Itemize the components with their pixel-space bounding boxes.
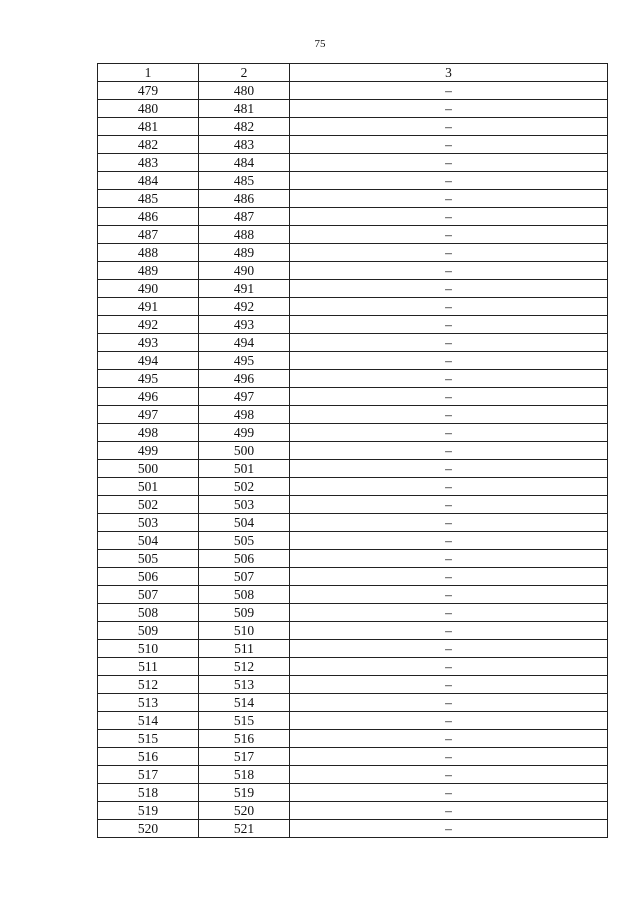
table-cell-col2: 504 (199, 514, 290, 532)
table-cell-col2: 491 (199, 280, 290, 298)
table-header (98, 64, 608, 82)
table-cell-col2: 513 (199, 676, 290, 694)
table-body (98, 82, 608, 838)
table-cell-col3: – (290, 100, 608, 118)
table-cell-col2: 481 (199, 100, 290, 118)
table-cell-col1: 497 (98, 406, 199, 424)
table-cell-col3: – (290, 244, 608, 262)
table-cell-col1: 481 (98, 118, 199, 136)
table-cell-col1: 491 (98, 298, 199, 316)
table-cell-col2: 495 (199, 352, 290, 370)
column-header-3: 3 (290, 64, 608, 82)
table-cell-col2: 516 (199, 730, 290, 748)
table-cell-col3: – (290, 694, 608, 712)
table-cell-col2: 499 (199, 424, 290, 442)
table-cell-col2: 490 (199, 262, 290, 280)
table-cell-col1: 515 (98, 730, 199, 748)
table-cell-col1: 495 (98, 370, 199, 388)
table-row (98, 244, 608, 262)
table-cell-col3: – (290, 370, 608, 388)
table-cell-col1: 498 (98, 424, 199, 442)
column-header-1: 1 (98, 64, 199, 82)
table-row (98, 730, 608, 748)
table-row (98, 550, 608, 568)
table-row (98, 568, 608, 586)
table-cell-col2: 486 (199, 190, 290, 208)
table-row (98, 262, 608, 280)
table-row (98, 604, 608, 622)
table-cell-col2: 503 (199, 496, 290, 514)
table-cell-col1: 510 (98, 640, 199, 658)
table-row (98, 280, 608, 298)
table-cell-col3: – (290, 730, 608, 748)
table-row (98, 424, 608, 442)
table-cell-col1: 506 (98, 568, 199, 586)
table-cell-col2: 518 (199, 766, 290, 784)
table-cell-col2: 485 (199, 172, 290, 190)
table-row (98, 586, 608, 604)
table-cell-col3: – (290, 820, 608, 838)
table-cell-col3: – (290, 172, 608, 190)
table-row (98, 100, 608, 118)
table-cell-col1: 519 (98, 802, 199, 820)
page-number: 75 (314, 38, 326, 50)
table-cell-col2: 507 (199, 568, 290, 586)
table-row (98, 154, 608, 172)
table-cell-col3: – (290, 316, 608, 334)
table-cell-col3: – (290, 406, 608, 424)
table-cell-col3: – (290, 748, 608, 766)
table-cell-col3: – (290, 604, 608, 622)
table-row (98, 640, 608, 658)
table-row (98, 136, 608, 154)
table-cell-col1: 513 (98, 694, 199, 712)
table-cell-col3: – (290, 622, 608, 640)
table-cell-col2: 519 (199, 784, 290, 802)
table-cell-col1: 507 (98, 586, 199, 604)
table-cell-col3: – (290, 514, 608, 532)
table-row (98, 82, 608, 100)
table-row (98, 820, 608, 838)
table-cell-col3: – (290, 802, 608, 820)
table-row (98, 352, 608, 370)
table-cell-col2: 520 (199, 802, 290, 820)
table-row (98, 370, 608, 388)
table-cell-col3: – (290, 496, 608, 514)
table-row (98, 478, 608, 496)
table-cell-col2: 509 (199, 604, 290, 622)
table-cell-col3: – (290, 262, 608, 280)
table-row (98, 784, 608, 802)
table-cell-col3: – (290, 550, 608, 568)
table-cell-col2: 505 (199, 532, 290, 550)
table-cell-col3: – (290, 478, 608, 496)
table-cell-col2: 497 (199, 388, 290, 406)
table-cell-col3: – (290, 586, 608, 604)
table-cell-col2: 487 (199, 208, 290, 226)
table-cell-col1: 504 (98, 532, 199, 550)
table-cell-col2: 514 (199, 694, 290, 712)
table-cell-col1: 479 (98, 82, 199, 100)
table-cell-col2: 515 (199, 712, 290, 730)
table-cell-col1: 512 (98, 676, 199, 694)
table-row (98, 694, 608, 712)
table-row (98, 406, 608, 424)
table-row (98, 712, 608, 730)
table-cell-col2: 521 (199, 820, 290, 838)
table-cell-col2: 498 (199, 406, 290, 424)
table-row (98, 622, 608, 640)
table-cell-col1: 487 (98, 226, 199, 244)
table-cell-col1: 493 (98, 334, 199, 352)
table-cell-col1: 484 (98, 172, 199, 190)
table-cell-col3: – (290, 280, 608, 298)
table-cell-col2: 493 (199, 316, 290, 334)
table-cell-col1: 485 (98, 190, 199, 208)
table-cell-col1: 517 (98, 766, 199, 784)
table-cell-col1: 509 (98, 622, 199, 640)
table-cell-col2: 488 (199, 226, 290, 244)
table-cell-col1: 499 (98, 442, 199, 460)
table-cell-col1: 511 (98, 658, 199, 676)
table-row (98, 118, 608, 136)
table-cell-col3: – (290, 208, 608, 226)
table-cell-col2: 492 (199, 298, 290, 316)
table-row (98, 532, 608, 550)
table-cell-col2: 484 (199, 154, 290, 172)
table-row (98, 496, 608, 514)
table-cell-col1: 501 (98, 478, 199, 496)
table-cell-col3: – (290, 190, 608, 208)
header-row (98, 64, 608, 82)
table-cell-col3: – (290, 226, 608, 244)
table-cell-col3: – (290, 784, 608, 802)
table-cell-col1: 480 (98, 100, 199, 118)
table-cell-col1: 500 (98, 460, 199, 478)
table-cell-col2: 500 (199, 442, 290, 460)
table-row (98, 208, 608, 226)
table-cell-col3: – (290, 460, 608, 478)
column-header-2: 2 (199, 64, 290, 82)
table-row (98, 514, 608, 532)
table-cell-col2: 508 (199, 586, 290, 604)
table-row (98, 802, 608, 820)
table-row (98, 190, 608, 208)
table-cell-col3: – (290, 532, 608, 550)
table-cell-col2: 501 (199, 460, 290, 478)
table-cell-col3: – (290, 640, 608, 658)
table-cell-col1: 516 (98, 748, 199, 766)
table-cell-col3: – (290, 442, 608, 460)
table-row (98, 316, 608, 334)
table-cell-col1: 496 (98, 388, 199, 406)
table-cell-col1: 486 (98, 208, 199, 226)
table-cell-col2: 517 (199, 748, 290, 766)
table-row (98, 388, 608, 406)
table-row (98, 226, 608, 244)
data-table (97, 63, 608, 838)
table-cell-col2: 502 (199, 478, 290, 496)
table-row (98, 334, 608, 352)
table-cell-col1: 490 (98, 280, 199, 298)
table-cell-col3: – (290, 658, 608, 676)
table-cell-col3: – (290, 298, 608, 316)
table-cell-col3: – (290, 712, 608, 730)
table-cell-col1: 492 (98, 316, 199, 334)
table-row (98, 658, 608, 676)
table-row (98, 460, 608, 478)
table-cell-col2: 480 (199, 82, 290, 100)
table-cell-col2: 506 (199, 550, 290, 568)
table-cell-col3: – (290, 154, 608, 172)
table-cell-col3: – (290, 118, 608, 136)
table-row (98, 748, 608, 766)
table-cell-col1: 514 (98, 712, 199, 730)
table-cell-col1: 508 (98, 604, 199, 622)
table-cell-col2: 512 (199, 658, 290, 676)
table-row (98, 172, 608, 190)
table-cell-col1: 520 (98, 820, 199, 838)
table-cell-col2: 489 (199, 244, 290, 262)
table-cell-col1: 494 (98, 352, 199, 370)
table-row (98, 676, 608, 694)
table-cell-col1: 489 (98, 262, 199, 280)
table-cell-col1: 503 (98, 514, 199, 532)
table-cell-col2: 511 (199, 640, 290, 658)
table-row (98, 766, 608, 784)
table-cell-col2: 496 (199, 370, 290, 388)
table-cell-col2: 494 (199, 334, 290, 352)
table-cell-col1: 502 (98, 496, 199, 514)
table-cell-col1: 488 (98, 244, 199, 262)
table-cell-col3: – (290, 568, 608, 586)
table-row (98, 442, 608, 460)
table-cell-col3: – (290, 136, 608, 154)
table-cell-col1: 483 (98, 154, 199, 172)
table-row (98, 298, 608, 316)
table-cell-col2: 510 (199, 622, 290, 640)
table-cell-col1: 505 (98, 550, 199, 568)
table-cell-col3: – (290, 424, 608, 442)
table-cell-col3: – (290, 352, 608, 370)
table-cell-col2: 482 (199, 118, 290, 136)
table-cell-col2: 483 (199, 136, 290, 154)
table-cell-col1: 482 (98, 136, 199, 154)
table-cell-col1: 518 (98, 784, 199, 802)
table-cell-col3: – (290, 676, 608, 694)
table-cell-col3: – (290, 388, 608, 406)
table-cell-col3: – (290, 766, 608, 784)
table-cell-col3: – (290, 82, 608, 100)
table-cell-col3: – (290, 334, 608, 352)
